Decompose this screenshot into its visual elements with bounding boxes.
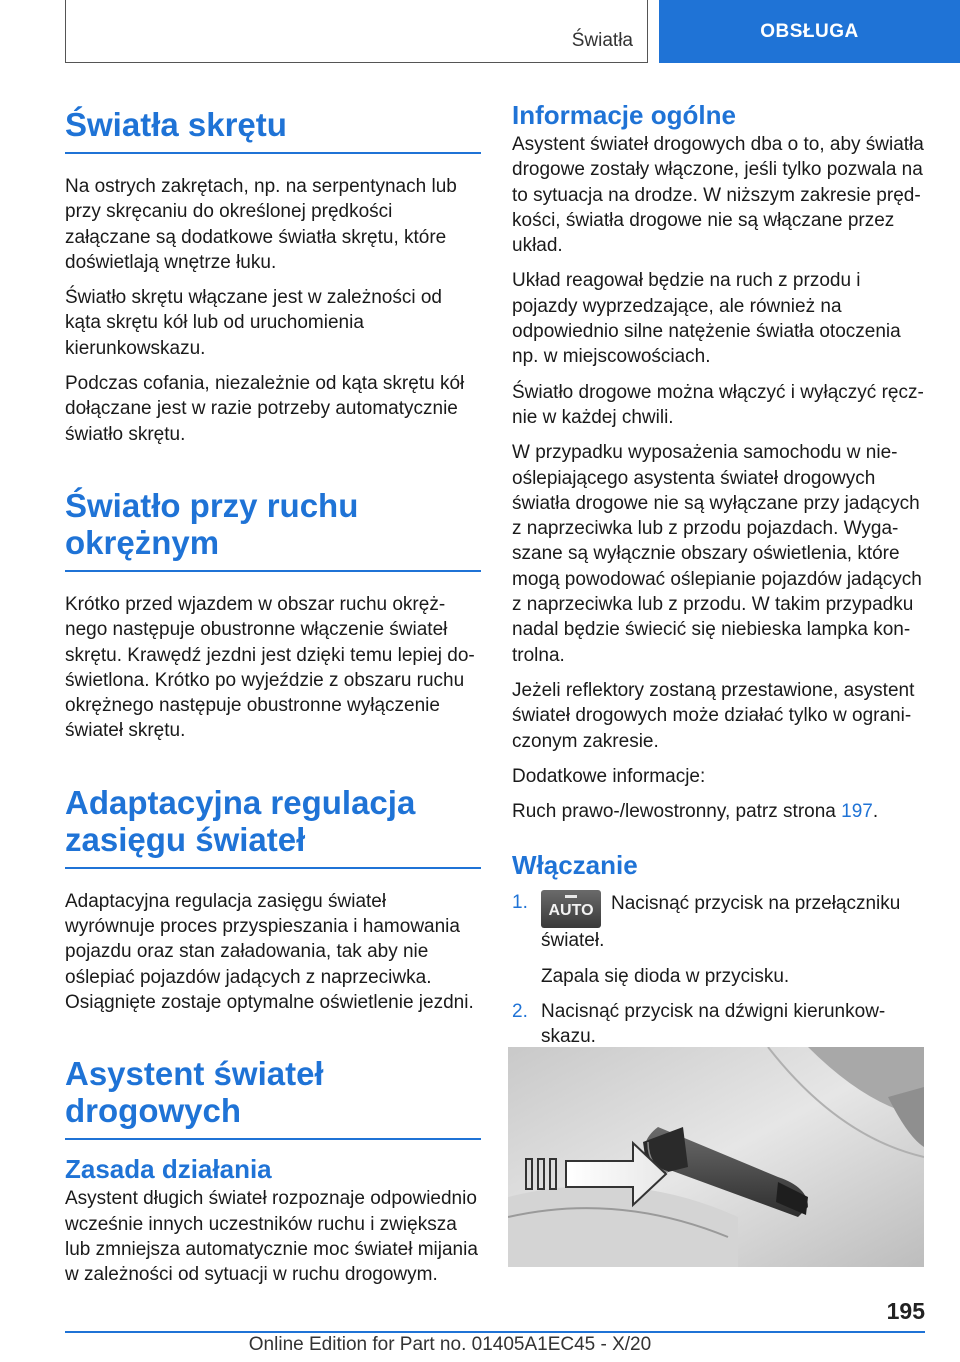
footer-edition: Online Edition for Part no. 01405A1EC45 - X/20 [248,1334,652,1355]
left-column [65,100,481,1297]
paragraph: Krótko przed wjazdem w obszar ruchu okrężnego następuje obustronne włączenie świateł skrętu. Krawędź jezdni jest dzięki temu lepiej doświetlona. Krótko po wyjeździe z obszaru ruchu okrężnego następuje obustronne wyłączenie świateł skrętu. [65,593,475,742]
list-item-note [512,964,924,989]
list-number: 2. [512,1001,528,1023]
crossref-text: Ruch prawo-/lewostronny, patrz strona [512,801,842,823]
heading-adaptive-headlight-range [65,784,481,869]
crossref-end: . [872,801,879,823]
heading-line: zasięgu świateł [65,820,306,858]
subheading-general-info: Informacje ogólne [512,100,736,130]
paragraph: Światło drogowe można włączyć i wyłączyć ręcznie w każdej chwili. [512,381,924,428]
turn-signal-lever-illustration [508,1047,924,1267]
paragraph: Adaptacyjna regulacja zasięgu świateł wyrównuje proces przyspieszania i hamowania pojazdu oraz stan załadowania, tak aby nie oślepiać pojazdów jadących z naprzeciwka. Osiągnięte zostaje optymalne oświetlenie jezdni. [65,890,474,1013]
heading-line: Asystent świateł [65,1055,324,1093]
heading-line: okrężnym [65,523,220,561]
heading-line: Adaptacyjna regulacja [65,783,416,821]
subheading-activation: Włączanie [512,850,638,881]
page-link[interactable]: 197 [841,801,873,823]
heading-roundabout-light [65,487,481,572]
auto-button-icon: AUTO [541,890,601,928]
paragraph: Asystent świateł drogowych dba o to, aby światła drogowe zostały włączone, jeśli tylko pozwala na to sytuacja na drodze. W niższym zakresie prędkości, światła drogowe nie są włączane przez układ. [512,134,924,257]
step-text: Nacisnąć przycisk na dźwigni kierunkowskazu. [541,1001,886,1048]
heading-cornering-lights: Światła skrętu [65,100,481,154]
list-item [512,999,924,1050]
heading-high-beam-assistant [65,1055,481,1140]
heading-line: Światło przy ruchu [65,486,359,524]
header-section-title: Światła [571,30,633,51]
right-column [512,100,924,1060]
paragraph: W przypadku wyposażenia samochodu w nieoślepiającego asystenta świateł drogowych światła drogowe nie są wyłączane przy jadących z naprzeciwka lub z przodu pojazdach. Wygaszane są wyłącznie obszary oświetlenia, które mogą powodować oślepianie pojazdów jadących z naprzeciwka lub z przodu. W takim przypadku nadal będzie świecić się niebieska lampka kontrolna. [512,442,922,666]
heading-line: drogowych [65,1092,242,1130]
footer-divider [65,1331,925,1333]
paragraph: Na ostrych zakrętach, np. na serpentynach lub przy skręcaniu do określonej prędkości załączane są dodatkowe światła skrętu, które doświetlają wnętrze łuku. [65,176,457,273]
list-item [512,890,924,953]
page-number: 195 [886,1298,925,1324]
step-note: Zapala się dioda w przycisku. [541,965,790,987]
paragraph: Asystent długich świateł rozpoznaje odpowiednio wcześnie innych uczestników ruchu i zwiększa lub zmniejsza automatycznie moc świateł mijania w zależności od sytuacji w ruchu drogowym. [65,1188,478,1286]
paragraph-crossref [512,799,924,824]
header-chapter-tab[interactable]: OBSŁUGA [659,0,960,63]
subheading-principle: Zasada działania [65,1154,272,1185]
step-text: Nacisnąć przycisk na przełączniku świateł. [541,893,901,952]
paragraph: Podczas cofania, niezależnie od kąta skrętu kół dołączane jest w razie potrzeby automatycznie światło skrętu. [65,373,465,445]
list-number: 1. [512,892,528,914]
paragraph: Układ reagował będzie na ruch z przodu i pojazdy wyprzedzające, ale również na odpowiednio silne natężenie światła otoczenia np. w miejscowościach. [512,270,901,368]
paragraph: Dodatkowe informacje: [512,765,706,787]
header-frame [65,0,648,63]
paragraph: Światło skrętu włączane jest w zależności od kąta skrętu kół lub od uruchomienia kierunkowskazu. [65,287,443,359]
paragraph: Jeżeli reflektory zostaną przestawione, asystent świateł drogowych może działać tylko w ograniczonym zakresie. [512,679,915,752]
